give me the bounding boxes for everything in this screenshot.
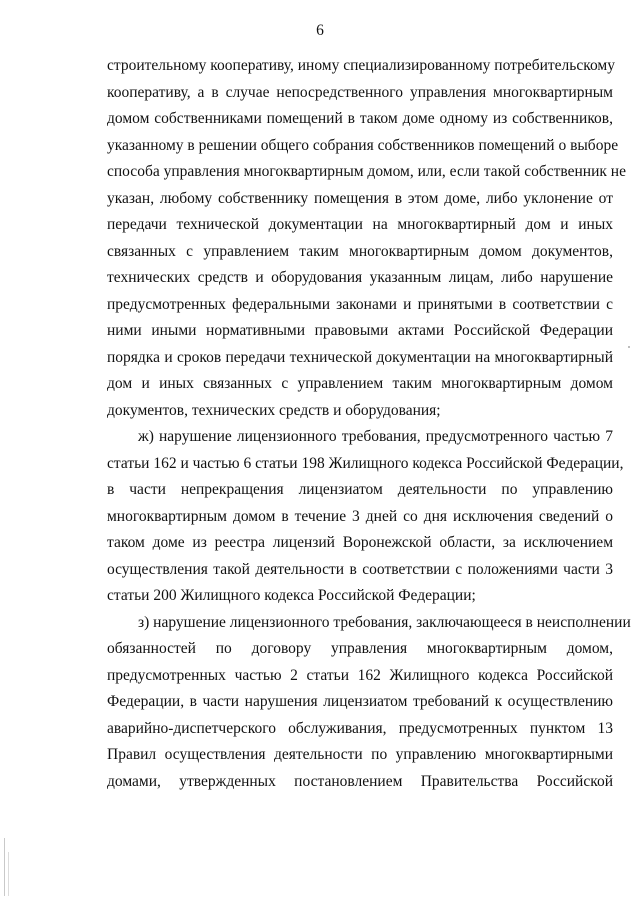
text-line: кооперативу, а в случае непосредственного управления многоквартирным (107, 84, 613, 101)
text-line: домами, утвержденных постановлением Правительства Российской (107, 773, 613, 790)
text-line: указанному в решении общего собрания собственников помещений о выборе (107, 137, 619, 154)
scan-margin-mark (4, 838, 5, 896)
page-number: 6 (316, 22, 324, 39)
scan-dot (628, 346, 630, 348)
text-line: порядка и сроков передачи технической документации на многоквартирный (107, 349, 613, 366)
text-line: многоквартирным домом в течение 3 дней со дня исключения сведений о (107, 508, 613, 525)
text-line: ними иными нормативными правовыми актами Российской Федерации (107, 322, 613, 339)
paragraph-first-line: ж) нарушение лицензионного требования, предусмотренного частью 7 (138, 428, 613, 445)
text-line: указан, любому собственнику помещения в этом доме, либо уклонение от (107, 190, 613, 207)
text-line: связанных с управлением таким многоквартирным домом документов, (107, 243, 613, 260)
text-line: строительному кооперативу, иному специализированному потребительскому (107, 57, 615, 74)
text-line: технических средств и оборудования указанным лицам, либо нарушение (107, 269, 613, 286)
text-line: в части непрекращения лицензиатом деятельности по управлению (107, 481, 613, 498)
text-line: таком доме из реестра лицензий Воронежской области, за исключением (107, 534, 613, 551)
text-line: документов, технических средств и оборудования; (107, 402, 441, 419)
text-line: предусмотренных федеральными законами и принятыми в соответствии с (107, 296, 613, 313)
text-line: дом и иных связанных с управлением таким многоквартирным домом (107, 375, 613, 392)
text-line: Правил осуществления деятельности по управлению многоквартирными (107, 746, 613, 763)
text-line: домом собственниками помещений в таком доме одному из собственников, (107, 110, 613, 127)
text-line: аварийно-диспетчерского обслуживания, предусмотренных пунктом 13 (107, 720, 613, 737)
text-line: предусмотренных частью 2 статьи 162 Жилищного кодекса Российской (107, 667, 613, 684)
text-line: статьи 162 и частью 6 статьи 198 Жилищного кодекса Российской Федерации, (107, 455, 624, 472)
text-line: статьи 200 Жилищного кодекса Российской Федерации; (107, 587, 476, 604)
text-line: Федерации, в части нарушения лицензиатом требований к осуществлению (107, 693, 613, 710)
text-line: способа управления многоквартирным домом, или, если такой собственник не (107, 163, 626, 180)
text-line: обязанностей по договору управления многоквартирным домом, (107, 640, 613, 657)
text-line: осуществления такой деятельности в соответствии с положениями части 3 (107, 561, 613, 578)
paragraph-first-line: з) нарушение лицензионного требования, заключающееся в неисполнении (138, 614, 631, 631)
scan-margin-mark (8, 852, 9, 896)
text-line: передачи технической документации на многоквартирный дом и иных (107, 216, 613, 233)
